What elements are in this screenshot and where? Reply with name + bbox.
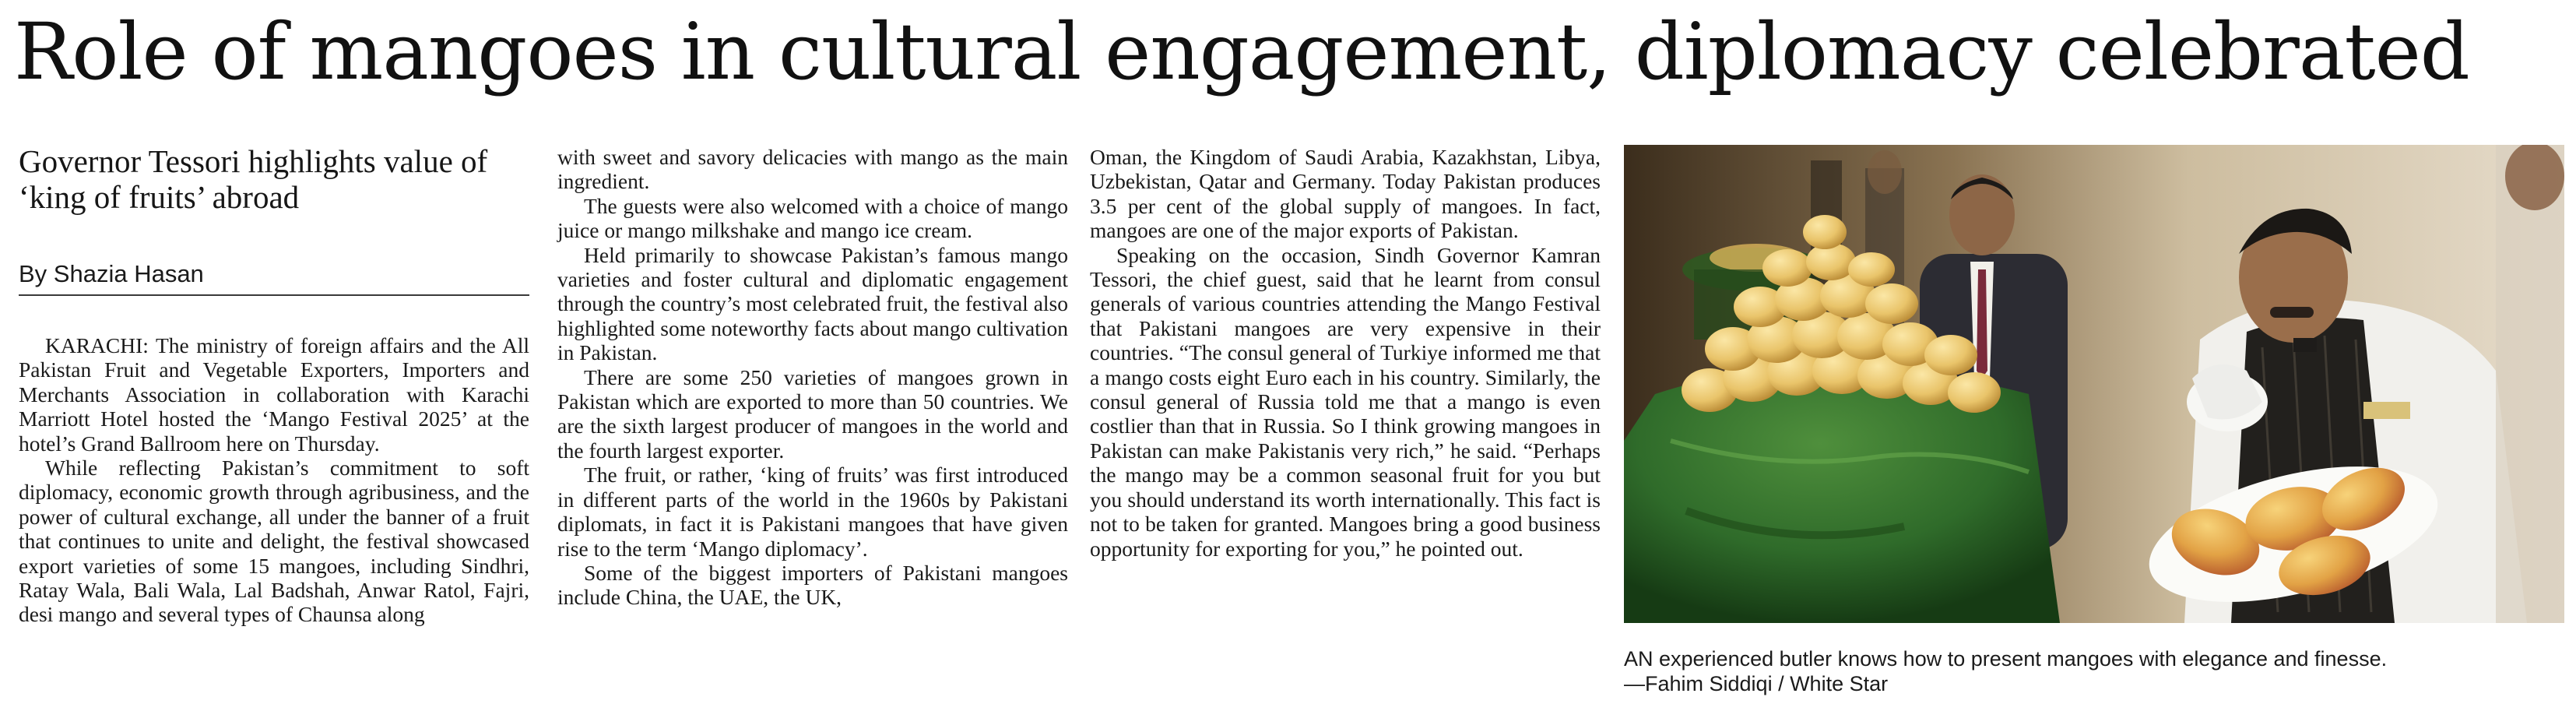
photo-credit: —Fahim Siddiqi / White Star	[1624, 672, 1889, 695]
paragraph-continuation: with sweet and savory delicacies with mango as the main ingredient.	[557, 145, 1068, 194]
paragraph: While reflecting Pakistan’s commitment to soft diplomacy, economic growth through agribusiness, and the power of cultural exchange, all under the banner of a fruit that continues to unite and delight, the festival showcased export varieties of some 15 mangoes, including Sindhri, Ratay Wala, Bali Wala, Lal Badshah, Anwar Ratol, Fajri, desi mango and several types of Chaunsa along	[19, 456, 529, 627]
paragraph-continuation: Oman, the Kingdom of Saudi Arabia, Kazakhstan, Libya, Uzbekistan, Qatar and Germany. Today Pakistan produces 3.5 per cent of the global supply of mangoes. In fact, mangoes are one of the major exports of Pakistan.	[1090, 145, 1601, 243]
photo-caption	[1624, 646, 2570, 696]
headline: Role of mangoes in cultural engagement, diplomacy celebrated	[14, 6, 2469, 97]
news-photo	[1624, 145, 2564, 623]
paragraph: There are some 250 varieties of mangoes grown in Pakistan which are exported to more than 50 countries. We are the sixth largest producer of mangoes in the world and the fourth largest exporter.	[557, 364, 1068, 463]
byline: By Shazia Hasan	[19, 260, 204, 287]
article-column-2	[557, 145, 1068, 610]
paragraph: Held primarily to showcase Pakistan’s famous mango varieties and foster cultural and diplomatic engagement through the country’s most celebrated fruit, the festival also highlighted some noteworthy facts about mango cultivation in Pakistan.	[557, 242, 1068, 365]
paragraph: The fruit, or rather, ‘king of fruits’ was first introduced in different parts of the world in the 1960s by Pakistani diplomats, in fact it is Pakistani mangoes that have given rise to the term ‘Mango diplomacy’.	[557, 463, 1068, 561]
article-column-3	[1090, 145, 1601, 561]
byline-rule	[19, 294, 529, 296]
paragraph: The guests were also welcomed with a choice of mango juice or mango milkshake and mango ice cream.	[557, 193, 1068, 243]
paragraph: Speaking on the occasion, Sindh Governor Kamran Tessori, the chief guest, said that he learnt from consul generals of various countries attending the Mango Festival that Pakistani mangoes are very expensive in their countries. “The consul general of Turkiye informed me that a mango costs eight Euro each in his country. Similarly, the consul general of Russia told me that a mango is even costlier than that in Russia. So I think growing mangoes in Pakistan can make Pakistanis very rich,” he said. “Perhaps the mango may be a common seasonal fruit for you but you should understand its worth internationally. This fact is not to be taken for granted. Mangoes bring a good business opportunity for exporting for you,” he pointed out.	[1090, 242, 1601, 561]
caption-text: AN experienced butler knows how to present mangoes with elegance and finesse.	[1624, 647, 2388, 671]
butler-mango-photo	[1624, 145, 2564, 623]
subheadline: Governor Tessori highlights value of ‘king of fruits’ abroad	[19, 143, 488, 215]
article-column-1	[19, 333, 529, 627]
paragraph: Some of the biggest importers of Pakistani mangoes include China, the UAE, the UK,	[557, 560, 1068, 610]
paragraph: KARACHI: The ministry of foreign affairs and the All Pakistan Fruit and Vegetable Exporters, Importers and Merchants Association in collaboration with Karachi Marriott Hotel hosted the ‘Mango Festival 2025’ at the hotel’s Grand Ballroom here on Thursday.	[19, 333, 529, 456]
